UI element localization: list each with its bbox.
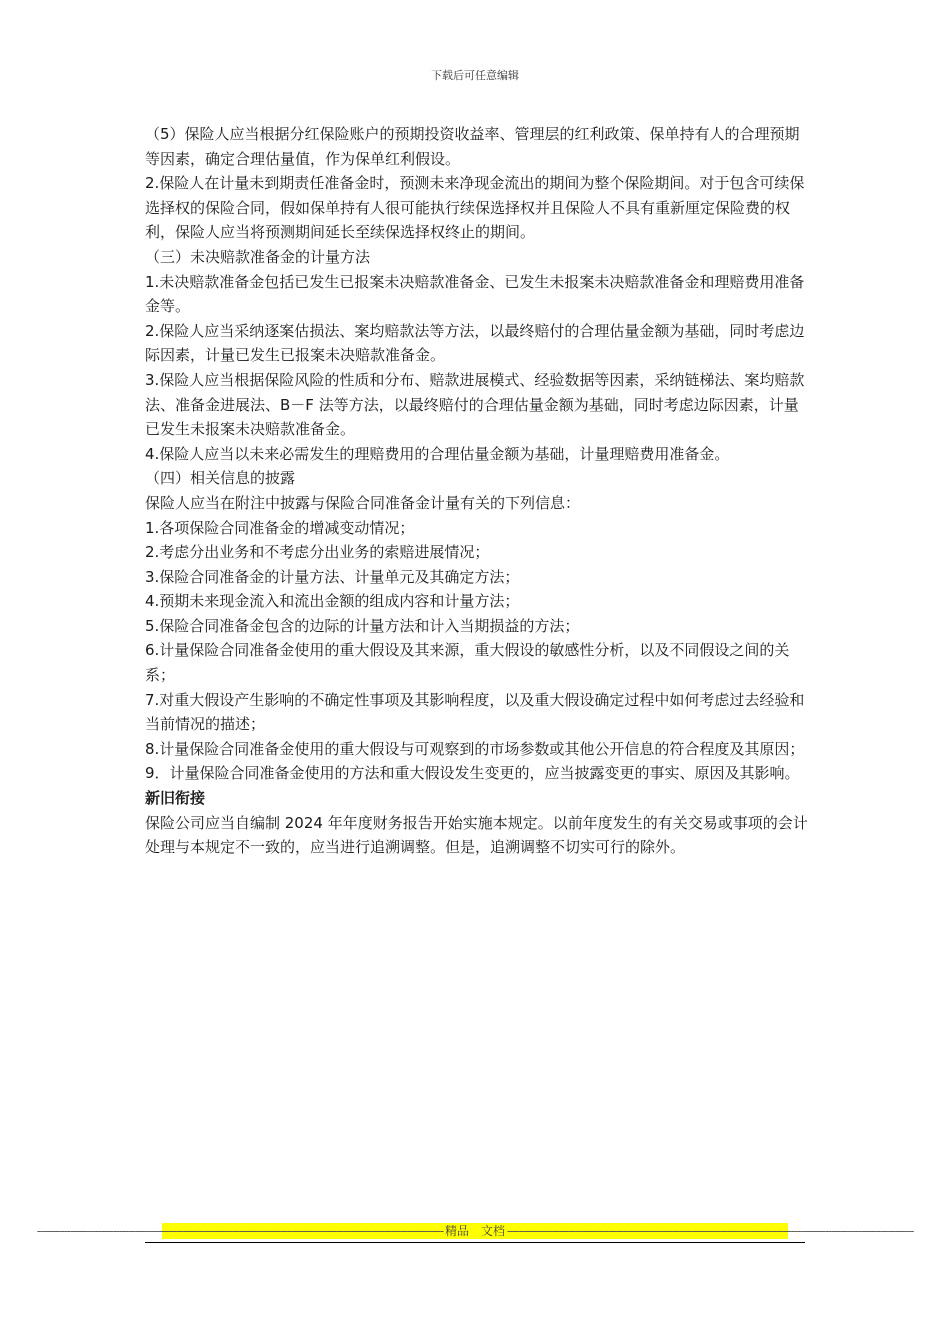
- paragraph: 保险人应当在附注中披露与保险合同准备金计量有关的下列信息：: [145, 493, 581, 512]
- footer-dashes-left: -------------------------------------------------------------------------------------------------------------------------------------: [36, 1224, 443, 1238]
- document-body: [145, 122, 810, 860]
- subsection-heading: （四）相关信息的披露: [145, 469, 296, 488]
- list-item: 3.保险合同准备金的计量方法、计量单元及其确定方法；: [145, 567, 520, 586]
- page-header-note: 下载后可任意编辑: [431, 69, 519, 82]
- list-item: 5.保险合同准备金包含的边际的计量方法和计入当期损益的方法；: [145, 616, 580, 635]
- list-item: 2.考虑分出业务和不考虑分出业务的索赔进展情况；: [145, 543, 490, 562]
- paragraph: 4.保险人应当以未来必需发生的理赔费用的合理估量金额为基础，计量理赔费用准备金。: [145, 444, 730, 463]
- list-item: 9．计量保险合同准备金使用的方法和重大假设发生变更的，应当披露变更的事实、原因及其影响。: [145, 764, 800, 783]
- section-heading: 新旧衔接: [145, 789, 206, 808]
- paragraph: 2.保险人应当采纳逐案估损法、案均赔款法等方法，以最终赔付的合理估量金额为基础，同时考虑边际因素，计量已发生已报案未决赔款准备金。: [145, 321, 805, 365]
- footer-label: 精品 文档: [445, 1224, 506, 1238]
- list-item: 1.各项保险合同准备金的增减变动情况；: [145, 518, 415, 537]
- paragraph: 2.保险人在计量未到期责任准备金时，预测未来净现金流出的期间为整个保险期间。对于包含可续保选择权的保险合同，假如保单持有人很可能执行续保选择权并且保险人不具有重新厘定保险费的权利，保险人应当将预测期间延长至续保选择权终止的期间。: [145, 174, 805, 242]
- list-item: 4.预期未来现金流入和流出金额的组成内容和计量方法；: [145, 592, 520, 611]
- paragraph: 1.未决赔款准备金包括已发生已报案未决赔款准备金、已发生未报案未决赔款准备金和理赔费用准备金等。: [145, 272, 805, 316]
- subsection-heading: （三）未决赔款准备金的计量方法: [145, 247, 371, 266]
- list-item: 7.对重大假设产生影响的不确定性事项及其影响程度，以及重大假设确定过程中如何考虑过去经验和当前情况的描述；: [145, 690, 805, 734]
- footer-dashes-right: -------------------------------------------------------------------------------------------------------------------------------------: [507, 1224, 914, 1238]
- paragraph: 3.保险人应当根据保险风险的性质和分布、赔款进展模式、经验数据等因素，采纳链梯法、案均赔款法、准备金进展法、B－F 法等方法，以最终赔付的合理估量金额为基础，同时考虑边际因素，计量已发生未报案未决赔款准备金。: [145, 370, 805, 439]
- closing-paragraph: 保险公司应当自编制 2024 年年度财务报告开始实施本规定。以前年度发生的有关交易或事项的会计处理与本规定不一致的，应当进行追溯调整。但是，追溯调整不切实可行的除外。: [145, 813, 808, 857]
- list-item: 6.计量保险合同准备金使用的重大假设及其来源，重大假设的敏感性分析，以及不同假设之间的关系；: [145, 641, 790, 685]
- list-item: 8.计量保险合同准备金使用的重大假设与可观察到的市场参数或其他公开信息的符合程度及其原因；: [145, 739, 805, 758]
- footer-highlight-bar: [36, 1223, 914, 1239]
- paragraph: （5）保险人应当根据分红保险账户的预期投资收益率、管理层的红利政策、保单持有人的合理预期等因素，确定合理估量值，作为保单红利假设。: [145, 125, 800, 168]
- footer-rule: [145, 1242, 805, 1243]
